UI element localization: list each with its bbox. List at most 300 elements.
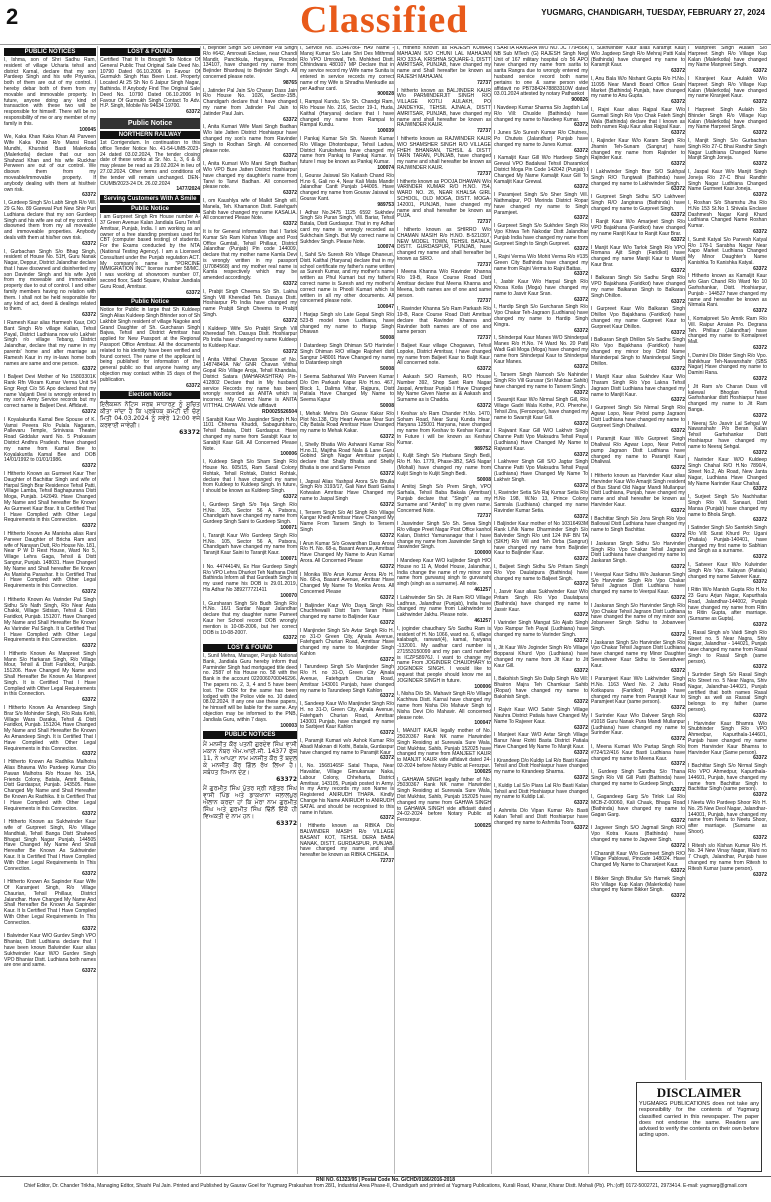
classified-ad <box>591 641 685 676</box>
classified-ad <box>494 677 588 706</box>
ad-number: 900028 <box>377 91 394 98</box>
ad-number: 63372 <box>380 470 394 477</box>
classified-ad <box>397 46 491 87</box>
ad-text: I hitherto known as BALJINDER KAUR W/o PARMINDERJIT SINGH R/O VILLAGE KOTLI AULAKH, PO JANDEYKE, TEHSIL AJNALA, DISTT AMRITSAR, PUNJAB, have changed my name and shall hereafter be known as RAJWINDER KAUR. <box>397 87 491 129</box>
ad-text: I, Shinderpal Kaur Manes W/O Shinderpal Manes R/o H.No. 74 Ward No. 20 Patti Wadi Gali Moga (Moga) have changed my name from Shinderpal Kaur to Shinderpal Kaur Manes. <box>494 335 588 365</box>
classified-ad <box>397 412 491 453</box>
ad-number: 63372 <box>671 465 685 472</box>
classified-ad <box>494 193 588 222</box>
ad-text: I, Tarsem Singh Namosh S/o Nahinder Singh R/o Vill Gurusar (Sri Muktsar Sahib) have changed my name to Tarsem Singh. <box>494 372 588 390</box>
ad-text: I Gurpreet Kaur W/o Balkaran Singh Dhillon Vpo Bajakhana (Faridkot) have changed my name Gurpreet Kaur to Gurpreet Kaur Dhillon. <box>591 306 685 330</box>
ad-number: 63372 <box>753 792 767 799</box>
ad-text: I, Sukhwinder Kaur alias Karamjit Kaur W/o Jagdeep Singh R/o Mehraj Patti Kala (Bathinda) have changed my name to Karamjit Kaur. <box>591 46 685 69</box>
classified-ad <box>688 77 767 106</box>
ad-text: I, Nisha D/o Sh. Mahavir Singh R/o Village Kachhwa Distt. Karnal have changed my name from Nisha D/o Mahavir Singh to Nisha Devi D/o Mahavir. All concerned please note. <box>397 691 491 721</box>
classified-columns <box>4 46 767 1174</box>
ad-text: I Navdeep Kumar Sharma S/o Jagdish Lal R/o Vill: Chuslde (Bathinda) have changed my name to Navdeep Kumar. <box>494 104 588 123</box>
ad-number: 63372 <box>671 867 685 874</box>
ad-number: 63372 <box>82 751 96 758</box>
classified-ad <box>688 495 767 524</box>
classified-ad <box>688 722 767 763</box>
ad-number: 63372 <box>283 153 297 160</box>
classified-ad <box>300 739 394 762</box>
ad-text: I Keshav s/o Ram Chander H.No. 1470, Soham Road, Near Suraj Kunda Hisar, Haryana 125001 Haryana, have changed my name from Keshav to Keshav Kumar. In Future i will be known as Keshav Kumar. <box>397 410 491 446</box>
classified-ad <box>591 573 685 602</box>
ad-number: 63372 <box>82 523 96 530</box>
ad-text: I, Jatinder Pal Jain S/o Charan Dass Jain R/o House No. 1026, Sector-15B, Chandigarh declare that I have changed my name from Jatinder Pal Jain to Jatinder Paul Jain. <box>203 87 297 117</box>
ad-text: I, Sahil S/o Suresh R/o Village Dhaneuri, Distt. Kaithal (Haryana) declare that in my school certificate my father's name written as Suresh Kumar, and my mother's name written as Phul Kumari but my father's correct name is Suresh and my mother's correct name is Phooli Kumari which is written in all my other documents. All concerned please note. <box>300 252 394 305</box>
ad-number: 63372 <box>574 800 588 807</box>
classified-ad <box>494 46 588 104</box>
ad-number: 63372 <box>82 409 96 416</box>
classified-ad <box>100 141 200 193</box>
ad-number: 63372 <box>574 581 588 588</box>
classified-ad <box>203 741 297 783</box>
classified-ad <box>494 491 588 520</box>
ad-text: I, Roshan S/o Shamshu Jha R/o H.No 153 St.No 1 Shivala Enclave Dashmesh Nagar Kanji Khurd Ludhiana Changed Name Roshan Kumar. <box>688 199 767 230</box>
classified-ad <box>100 215 200 296</box>
ad-text: I Lakhveer Singh Gill S/O Jagtar Singh Channe Patti Vpo Maksudra Tehsil Payal (Ludhiana) Have Changed My Name To Lakhvir Singh. <box>494 459 588 483</box>
ad-text: I, Rajni Verma W/o Mohit Verma R/o #135 Green City Bathinda have changed my name from Rajni Verma to Rajni Battas. <box>494 254 588 272</box>
ad-number: 63372 <box>574 246 588 253</box>
classified-ad <box>591 852 685 875</box>
ad-number: 63372 <box>477 403 491 410</box>
ad-number: 63372 <box>283 221 297 228</box>
ad-text: I, Rajni Kaur alias Rajpal Kaur W/o Gurmail Singh R/o Vpo Chak Fateh Singh Wala (Bathinda) declare that I known as both names Raju Kaur alias Rajpal Kaur. <box>591 106 685 131</box>
ad-text: I Hitherto Known As Amandeep Singh Brar S/o Mohinder Singh, R/o Rata Kehli, Village Wara Daraka, Tehsil & Distt Faridkot, Punjab. 151204. Have Changed My Name and Shall Hereafter Be Known As Amandeep Singh. It is Certified That I Have Complied with Other Legal Requirements in this Connection. <box>4 705 96 752</box>
classified-ad <box>688 139 767 168</box>
ad-text: I Satinder Singh S/o Santokh Singh R/o Vill: Surat Khurd Po: Ugani (Patiala) Punjab-140401, have changed my first name to Sabhian and Singh as a surname. <box>688 525 767 555</box>
ad-number: 63372 <box>380 815 394 822</box>
ad-number: 50008 <box>380 335 394 342</box>
ad-number: 63372 <box>574 296 588 303</box>
classified-ad <box>688 631 767 672</box>
ad-number: 63372 <box>574 749 588 756</box>
ad-text: I No. 4474414N, Ex Hav Gurdeep Singh R/o VPO Lehra Dhurkot Teh Nathana Distt Bathinda Inform all that Gurdeath Singh is my used name his DOB is 29.01.2019, His Adhar No 389277721411 <box>203 563 297 593</box>
ad-number: 50008 <box>380 403 394 410</box>
ad-text: I Gurpreet Singh Sidhu S/O Lakhveer Singh R/O Jangirana (Bathinda) have changed my name to Gurpreet Singh. <box>591 194 685 212</box>
ad-text: I Paramjeet Kaur W/o Lakhvinder Singh H.No. 1163 Ward No. 2 Jaitu Road Kotkapura (Faridkot) Punjab have changed my name from Paramjit Kaur to Paramjeet Kaur (same person). <box>591 676 685 706</box>
ad-number: 63372 <box>671 428 685 435</box>
dateline: YUGMARG, CHANDIGARH, TUESDAY, FEBRUARY 27, 2024 <box>541 8 765 17</box>
ad-text: I Harvinder Kaur Bhamra W/o Shubhinder Singh R/o VPO Ahmedpur, Kapurthala-144601, Punjab have changed my name from Harvinder Kaur Bhamra to Harvinder Kaur (Same person). <box>688 720 767 756</box>
ad-text: I Manjit Kaur W/o Tarlok Singh R/o VPO Romana Ajit Singh (Faridkot) have changed my name Manjit Kaur to Manjit Kaur Brar. <box>591 244 685 268</box>
column-1 <box>4 46 96 1174</box>
ad-number: 989752 <box>474 445 491 452</box>
ad-text: I Balkaran Singh Dhillon S/o Sadhu Singh R/o Vpo Bajakhana (Faridkot) have changed my minor boy Child Name Maninderpal Singh to Maninderpal Singh Dhillon. <box>591 337 685 367</box>
ad-text: I, Satveer Kaur W/o Kulwinder Singh R/o Vpo. Kalayan (Patiala) changed my name Satveer Kaur. <box>688 561 767 580</box>
ad-text: I, Ishma, son of Shri Sadhu Ram, resident of village Ucharia tehsil and district Karnal, declare that my son Pardeep Singh and his wife Priyanka, both of them are out of my control. I hereby debar both of them from my movable and immovable property. In future, anyone doing any kind of transaction with these two will be responsible for himself. There will be no responsibility of me or any member of my family in this. <box>4 57 96 127</box>
ad-text: I, Baljeet Singh Sidhu S/o Pritam Singh R/o Vpo Daulatpura (Bathinda) have changed my name to Baljeet Singh. <box>494 563 588 582</box>
classified-ad <box>397 307 491 342</box>
ad-text: I hitherto known as SHIRRO W/o CHAMAN MASIH R/o H.NO. B-521/397, NEW MODEL TOWN, TEHSIL BATALA, DISTT. GURDASPUR, PUNJAB, have changed my name and shall hereafter be known as SIRO. <box>397 226 491 262</box>
ad-text: I, Paramjit Kumari w/o Ashok Kumar R/o Abadi Maknan di Kothi, Batala, Gurdaspur have changed my name to Paramjit Kaur <box>300 738 394 756</box>
ad-text: I Balkaran Singh S/o Sadhu Singh R/o VPO Bajakhana (Faridkot) have changed my name Balkaran Singh to Balkaran Singh Dhillon. <box>591 275 685 299</box>
ad-number: 63372 <box>671 532 685 539</box>
classified-ad <box>688 526 767 561</box>
ad-number: 900026 <box>571 97 588 104</box>
classified-ad <box>4 375 96 416</box>
ad-number: 63372 <box>82 811 96 818</box>
ad-number: 100045 <box>79 126 96 133</box>
classified-ad <box>688 354 767 383</box>
ad-text: I, Kuldip Lal S/o Piara Lal R/o Basti Kalan Tehsil and Distt Hoshiarpur have changed my name to Kuldip Lal. <box>494 782 588 801</box>
ad-number: 63372 <box>671 130 685 137</box>
ad-text: I, Gourav Jaiswal S/o Kailash Chand R/o H.no 6, Gali no 4, Near Kali Mata Mandir Jalandhar Cantt Punjab 144005. Have changed my name from Gourav Jaiswal to Gourav Kant. <box>300 172 394 202</box>
ad-number: 63372 <box>753 345 767 352</box>
ad-text: I Datardeep Singh Dhiman S/O Harinder Singh Dhiman R/O village Rajoheri distt Sangrur 148001 Have Changed my name to Datardeep singh <box>300 343 394 367</box>
ad-number: 100006 <box>280 451 297 458</box>
ad-number: 63372 <box>671 761 685 768</box>
classified-ad <box>203 503 297 532</box>
classified-ad <box>397 559 491 594</box>
ad-text: I, Ravinder Khanna S/o Ram Parkash R/o 19-B, Race Course Road Distt Amritsar declare that Ravinder Khanna and Ravinder both names are of one and same person <box>397 306 491 336</box>
ad-text: I, Tersem Singh S/o Atl Singh R/o Village Kangar Khedi Amritsar Have Changed My Name From Tarsem Singh to Tersem Singh <box>300 509 394 533</box>
ad-text: I Gurpreet Singh S/o Sukhdev Singh R/o Vpo Khiwa Teh Nakodar Distt Jalandhar Punjab India have changed my name from Gurpreet Singh to Singh Gurpreet. <box>494 223 588 247</box>
ad-text: I Lakhwinder Sin Sh. Jit Ram R/O Village Ladhran, Jalandhar (Punjab), India have changed my name from Lakhwinder to Lakhwinder Jakhu. Please note. <box>397 594 491 619</box>
ad-number: 100006 <box>474 683 491 690</box>
classified-ad <box>397 180 491 226</box>
ad-text: I Paramjit Kaur W/o Gurpreet Singh Dhaliwal R/o Agwar Lopo, Near Petrol pump Jagraon Distt Ludhiana have changed my name to Paramjit Kaur Dhaliwal. <box>591 436 685 466</box>
ad-text: I Koyalakuntla Kamal Bee Spouse of K. Vamsi Peeera R/o Pulala Nagaram, Pallevaru Temple, Srinivasa Theater Road Giddalur ward No. 5 Prakasam District Andhra Pradesh. Have changed my name from Kamal Bee to Koyalakuntla Kamal Bee and DOB 14/01/1992 to 01/01/1986. <box>4 416 96 464</box>
ad-number: 100003 <box>280 722 297 729</box>
ad-number: 63372 <box>753 712 767 719</box>
ad-number: 63372 <box>574 215 588 222</box>
ad-number: 63372 <box>753 871 767 878</box>
section-heading: PUBLIC NOTICES <box>4 48 96 56</box>
classified-ad <box>300 542 394 571</box>
ad-number: 100039 <box>377 128 394 135</box>
ad-text: I Neeraj S/o Jasvir Lal Sehgal W Nawanshahr P/o Beran Kalan Tehsil Garhshankar Distt Hoshiarpur have changed my name to Neeraj Sehgal. <box>688 420 767 450</box>
classified-ad <box>300 604 394 627</box>
ad-text: I, Anita Kumari W/o Mani Singh Badhan W/o VPO Bure Jatten District Hoshiarpur have changed my daughter's name from Tanvi to Tanvi Badhan. All concerned please note. <box>203 161 297 191</box>
classified-ad <box>300 375 394 410</box>
ad-number: 72737 <box>477 298 491 305</box>
ad-text: I, Ravinder Setia S/o Raj Kumar Setia R/o H.No 198, W.No 13, Prince Colony Samrala (Ludhiana) changed my name Ravinder Kumar Setia. <box>494 490 588 514</box>
ad-text: I, Manjit Singh S/o Gurbachan Singh R/o 27-C Bhai Randhir Singh Nagar Ludhiana Changed Name Manjit Singh Joneja. <box>688 137 767 162</box>
classified-ad <box>591 474 685 515</box>
ad-number: 63372 <box>753 192 767 199</box>
section-heading: Election Notice <box>100 391 200 399</box>
ad-text: I Bachittar Singh S/o Jora Singh R/o Vpo Ballowal Distt Ludhiana have changed my name to Singh Bachittar. <box>591 515 685 534</box>
ad-text: I Ritesh s/o Kishan Kumar R/o H. No. 34 New Vinay Nagar, Ward no 7 Chugh, Jalandhar, Punjab have changed my name from Ritesh to Ritesh Kumar (same person). <box>688 842 767 872</box>
ad-text: I, Japsal Alias Yashpal Arora S/o Bhulla Singh R/o 3193/17, Gali Navi Basti Gaina Kotwalan Amritsar Have Changed my name to Jaspal Singh <box>300 478 394 502</box>
classified-ad <box>4 201 96 247</box>
ad-number: 63372 <box>574 389 588 396</box>
classified-ad <box>494 429 588 458</box>
ad-text: I, Jasbir Kaur W/o Harpal Singh R/o Khosa Kotla (Moga) have changed my name to Jasvir Kaur Sran. <box>494 279 588 297</box>
classified-ad <box>203 534 297 563</box>
classified-ad <box>591 437 685 472</box>
ad-number: 100070 <box>280 592 297 599</box>
ad-text: I, Surjeet Singh S/o Nachhattar Singh R/o Vill. Sanauri, Distt Mansa (Punjab) have changed my name to Bhola Singh. <box>688 494 767 518</box>
page-number: 2 <box>6 4 19 29</box>
classified-ad <box>300 344 394 373</box>
ad-text: I Manpreet Singh Aulakh S/o Harpreet Singh R/o Village Kup Kalan (Malerkotla) have changed my Name Manpreet Singh. <box>688 46 767 69</box>
classified-ad <box>688 274 767 315</box>
classified-ad <box>203 290 297 325</box>
ad-number: 63372 <box>753 308 767 315</box>
ad-text: I Kuldeep Wife S/o Prabjit Singh Vill Kheredad Teh. Dasuya Distt. Hoshiarpur Pb India have changed my name Kuldeep to Kuldeep Kaur. <box>203 325 297 350</box>
classified-ad <box>591 246 685 275</box>
ad-text: I, Gurdeep Singh S/o Teja Singh R/o H.No. 105, Sector 56 A, Patsora, Chandigarh have changed my name from Gurdeep Singh Saini to Gurdeep Singh. <box>203 501 297 526</box>
ad-text: I Mandeep Kaur W/O kuljinder Singh H/O House no 11 A, Model House, Jalandhar, India change the name of my minor son name from gurwansj singh to gurvanshj singh (singh as a surname). All note. <box>397 557 491 588</box>
classified-ad <box>688 673 767 719</box>
classified-ad <box>4 418 96 470</box>
ad-text: I, MANJIT KAUR legally mother of No. 25020367 Rank NK name Harwinder Singh Residing at Surewala Sure Wala, Dist Mukhtar, Sahib, Punjab 152025 have changed my name from MANJEET KAUR to MANJIT KAUR vide affidavit dated 24-02-2024 before Notary Public at Ferozpur. <box>397 728 491 770</box>
ad-number: 72737 <box>477 128 491 135</box>
classified-ad <box>300 137 394 172</box>
classified-ad <box>4 652 96 704</box>
classified-ad <box>688 385 767 420</box>
ad-number: 63372 <box>753 376 767 383</box>
ad-text: I Bachittar Singh S/o Nirmal Singh R/o VPO Ahmedpur, Kapurthala-144601, Punjab, have changed my name from Bachittar Singh to Bachittar Singh (same person). <box>688 763 767 793</box>
classified-ad <box>688 170 767 199</box>
ad-number: 63372 <box>574 451 588 458</box>
classified-ad <box>203 89 297 124</box>
ad-number: 63372 <box>671 893 685 900</box>
ad-number: 63372 <box>283 116 297 123</box>
ad-text: I Meena Khanna W/o Ravinder Khanna R/o 19-B, Race Course Road Distt Amritsar declare that Meena Khanna and Meena, both names are of one and same person. <box>397 269 491 299</box>
ad-number: 63372 <box>574 147 588 154</box>
ad-text: I, Hitherto Known as RAJESH KUMAR MAHAJAN S/O CHUNI LAL MAHAJAN R/O 333-A, KRISHNA SQUARE-1, DISTT AMRITSAR, PUNJAB, have changed my name and Shall hereafter be known as RAJESH MAHAJAN. <box>397 46 491 80</box>
ad-text: I, Service No. 15346786F HAV Name - Manoj Kumar S/o Late Shri Des Mithrmal R/o VPO Umrowal, Teh. Mohkhed Distt. Chhindwara 480107 MP Declare that in my service record my Wife name Sunita is entered in service records my correct name of my Wife is Shradha Menkudle as per Aadhar card. <box>300 46 394 92</box>
ad-number: 461257 <box>474 586 491 593</box>
ad-text: I, Taranjit Kaur W/o Gurdeep Singh R/o H.No. 105, Sector 56 A, Patsora, Chandigarh have changed my name from Taranjit Kaur Saini to Taranjit Kaur. <box>203 532 297 557</box>
column-6 <box>491 46 588 1174</box>
ad-number: 63372 <box>380 501 394 508</box>
section-heading: Public Notice <box>100 298 200 306</box>
ad-number: 100074 <box>377 244 394 251</box>
ad-number: 63372 <box>82 588 96 595</box>
ad-text: I Hitherto Known As Varinder Pal Singh Sidhu S/o Nath Singh, R/o Near Aata Chakki, Village Sidsian, Tehsil & Distt Faridkot, Punjab. 151207. Have Changed My Name and Shall Hereafter Be Known As Varinder Pal Singh. It is Certified That I Have Complied with Other Legal Requirements in this Connection. <box>4 596 96 644</box>
classified-ad <box>203 602 297 643</box>
ad-number: 50008 <box>477 476 491 483</box>
classified-ad <box>4 934 96 975</box>
ad-text: 1st Corrigendum. In continuation to this office Tender Notice No. 41-54-UMB-2023-24 dated 03.02.2024, The tender closing date of these works at Sr. No. 1, 3, 6 & 8 may please be read as 29.02.2024 in lieu of 27.02.2024. Other terms and conditions of the tender will remain unchanged. DEN-C/UMB/2023-24 Dt. 26.02.2024 <box>100 139 200 187</box>
ad-number: 63372 <box>283 493 297 500</box>
ad-text: I, Sumit Katyal S/o Parvesh Katyal R/o 178-1 Sarabha Nagar Near Kapo Market Ludhiana Changed My Minor Daughter's Name Kanishka To Kanishka Katyal. <box>688 236 767 266</box>
ad-text: I Jaswinder Singh S/o Sh. Sewa Singh R/o village Preet Nagar Post Office kanhol Kalan, District Yamunanagar that I have change my name from Jaswinder Singh to Jaswinder Singh. <box>397 521 491 551</box>
classified-ad <box>494 398 588 427</box>
classified-ad <box>300 100 394 135</box>
ad-text: I, GAHAWA SINGH legally father of No. 25030367 Rank NK name Harwinder Singh Residing at Surewala Sure Wala, Dist Mukhtar, Sahib, Punjab 152025 have changed my name from GAHWA SINGH to GAHAWA SINGH vide affidavit dated 24-02-2024 before Notary Public at Ferozepur. <box>397 776 491 824</box>
classified-ad <box>494 336 588 371</box>
ad-text: I Hitherto Known as Gurmeet Kaur Ther Daughter of Bachittar Singh and wife of Harpal Singh Brar Residence Tehsil Patti, Village Lamba, Tehsil Baghapurana Distt Moga, Punjab. 142049. Have Changed My Name and Shall hereafter Be Known As Gurmeet Kaur Brar. It is Certified That I Have Complied with Other Legal Requirements in this Connection. <box>4 470 96 524</box>
ad-number: 72737 <box>477 170 491 177</box>
classified-ad <box>591 877 685 900</box>
classified-ad <box>688 108 767 137</box>
ad-number: 63372 <box>671 68 685 75</box>
classified-ad <box>300 412 394 441</box>
ad-text: I Surinder Kaur W/o Dalveer Singh R/o #1018 Guru Nanak Pura Mandi Mullanpur (Ludhiana) have changed my name to Surinder Kaur. <box>591 713 685 737</box>
classified-ad <box>100 58 200 116</box>
column-5 <box>394 46 491 1174</box>
page-header <box>0 0 771 45</box>
ad-text: I Gurpreet Singh S/o Nirmal Singh R/o Agwar Lopo, Near Petrol pump Jagraon Distt Ludhiana have changed my name to Gurpreet Singh Dhaliwal. <box>591 405 685 429</box>
ad-number: 63372 <box>276 776 297 784</box>
ad-text: I, Rajinder Kaur W/o Karam Singh R/o Jhamin Teh-Sunam (Sangrur) have changed my name from Rajinder to Rajinder Kaur. <box>591 137 685 162</box>
classified-ad <box>203 565 297 600</box>
ad-number: 63372 <box>753 517 767 524</box>
ad-text: I Ashmita D/o Vipan Kumar R/o Basti Kalan Tehsil and Distt Hoshiarpur have changed my name to Ashmita Toora. <box>494 808 588 826</box>
ad-number: 100000 <box>474 550 491 557</box>
ad-text: I, Bakshish Singh S/o Dalip Singh R/o Vill: Bhairon Majra Teh Chamkaur Sahib (Ropar) have changed my name to Bakshish Singh. <box>494 676 588 700</box>
classified-ad <box>300 253 394 311</box>
ad-number: 63372 <box>753 579 767 586</box>
ad-number: 63372 <box>283 281 297 288</box>
ad-text: I, Rasal Singh s/o Vaidi Singh R/o Street no. 5 Near Nagra, Shiv Nagar, Jalandhar - 144021, Punjab have changed my name from Rasal Singh to Rasal Singh (same person). <box>688 629 767 665</box>
ad-text: I Harjap Singh s/o Late Gopal Singh R/o 523-B model town Ludhiana, have changed my name to Harjap Singh Dhawan <box>300 312 394 336</box>
classified-ad <box>300 824 394 865</box>
footer-registration: RNI NO. 61323/95 | Postal Code No. G/CHD/0186/2016-2018 <box>316 1177 455 1183</box>
column-8 <box>685 46 767 1080</box>
ad-text: I Hitherto Known As Sapinder Kaur Wife Of Karamjeet Singh, R/o Village Chaurian, Tehsil Phillaur, District Jalandhar. Have Changed My Name And Shall Hereafter Be Known As Sapinder Kaur. It Is Certified That I Have Complied With Other Legal Requirements In This Connection. <box>4 879 96 926</box>
classified-ad <box>300 480 394 509</box>
ad-number: 63372 <box>574 668 588 675</box>
classified-ad <box>300 573 394 602</box>
ad-number: 63372 <box>671 366 685 373</box>
classified-ad <box>494 255 588 278</box>
classified-ad <box>591 677 685 712</box>
ad-text: I Ramesh Kaur alias Harmesh Kaur, D/O Bant Singh R/o village Kalian, Tehsil Payal, District Ludhiana now w/o Lakhvir Singh r/o village Tebang, District Jalandhar, declare that my name in my parents' home and after marriage as Ramesh Kaur in my in-laws home both names are same and one person. <box>4 320 96 367</box>
classified-ad <box>300 629 394 664</box>
disclaimer-box <box>636 1082 762 1172</box>
classified-ad <box>494 621 588 644</box>
ad-text: I Hitherto known as Kamaljit Kaur w/o Gian Chand R/o Ward No 10 Garhshankar, Distt. Hoshiarpur, Punjab - 144527 have changed my name and hereafter be known as Nirmala Rani. <box>688 273 767 309</box>
classified-ad <box>591 375 685 404</box>
ad-number: 63372 <box>186 382 200 389</box>
ad-text: I Arun Kumar S/o Gowardhan Dass Arora R/o H. No. 68-a, Basant Avenue, Amritsar Have Changed My Name to Arun Kumar Arora. All Concerned Please <box>300 540 394 564</box>
classified-ad <box>397 596 491 625</box>
ad-number: 63372 <box>671 507 685 514</box>
ad-number: 63372 <box>179 429 200 437</box>
ad-text: I Jaskaran Singh Sidhu S/o Harvinder Singh R/o Vpo Chakar Tehsil Jagraon Distt Ludhiana have changed my name to Jaskaran Singh. <box>591 540 685 565</box>
ad-number: 63372 <box>380 693 394 700</box>
notice-heading: Serving Customers With A Smile <box>100 195 200 203</box>
classified-ad <box>591 307 685 336</box>
ad-text: I, Gurdeep Singh S/o Labh Singh R/o Vill. 29 G.No. 89 Garewal Puri New Shiv Puri Ludhiana declare that my son Gurdeep Singh and his wife are out of my control. I disowned them from my all moveable and immoveable properties. Anybody deals with them at his/her own risk. <box>4 200 96 241</box>
ad-number: 63372 <box>380 594 394 601</box>
ad-number: 63372 <box>671 236 685 243</box>
ad-text: I Varinder Singh Mangat S/o Ajaib Singh Vpo Rampur Teh Payal (Ludhiana) have changed my name to Varinder Singh. <box>494 620 588 638</box>
ad-number: 63372 <box>82 312 96 319</box>
ad-text: ਮੈਂ ਗੁਰਮੀਤ ਸਿੰਘ ਪੁੱਤਰ ਸ੍ਰੀ ਨਛੱਤਰ ਸਿੰਘ ਵਾਸੀ ਪਿੰਡ ਅਤੇ ਡਾਕਖਾਨਾ ਜਲਾਲਪੁਰ ਐਲਾਨ ਕਰਦਾ ਹਾਂ ਕਿ ਮੇਰਾ ਨਾਮ ਗੁਰਮੀਤ ਸਿੰਘ ਅਤੇ ਗੁਰਮੀਤ ਸਿੰਘ ਢਿੱਲੋਂ ਇੱਕੋ ਹੀ ਵਿਅਕਤੀ ਦੇ ਨਾਮ ਹਨ। <box>203 785 297 821</box>
classified-ad <box>300 211 394 252</box>
classified-ad <box>4 820 96 878</box>
ad-text: I Ritin W/o Manish Gupta R/o H.No 23 Guru Arjun Nagar, Kapurthala Road, Jalandhar-144002, Punjab have changed my name from Ritin to Ritin Gupta, after marriage. (Surname as Gupta). <box>688 587 767 623</box>
classified-ad <box>300 764 394 822</box>
classified-ad <box>591 46 685 75</box>
classified-ad <box>591 139 685 168</box>
ad-text: ਇਲੈਕਸ਼ਨ ਨੋਟਿਸ ਸਰਬ ਸਾਧਾਰਣ ਨੂੰ ਸੂਚਿਤ ਕੀਤਾ ਜਾਂਦਾ ਹੈ ਕਿ ਪ੍ਰਬੰਧਕ ਕਮੇਟੀ ਦੀ ਚੋਣ ਮਿਤੀ 04.03.2024 ਨੂੰ ਸਵੇਰੇ 12:00 ਵਜੇ ਕਰਵਾਈ ਜਾਵੇਗੀ। <box>100 401 200 430</box>
classified-ad <box>494 373 588 396</box>
classified-ad <box>203 125 297 160</box>
ad-text: I Hitherto Known as Sukhwinder Kaur wife of Gurpreet Singh, R/o Village Mandhiali, Tehsil Banga Distt Shaheed Bhagat Singh Nagar Punjab, 144505 Have Changed My Name And Shall Hereafter Be Known As Sukhwinder Kaur. It is Certified That I Have Complied With Other Legal Requirements In This Connection. <box>4 819 96 872</box>
ad-number: 63372 <box>753 265 767 272</box>
ad-number: 63372 <box>283 317 297 324</box>
column-4 <box>297 46 394 1174</box>
classified-ad <box>203 460 297 501</box>
ad-number: 63372 <box>671 668 685 675</box>
ad-text: I Paramjeet Singh S/o Sher Singh Vill. Nathmalpur, PO Morinda District Ropar have changed my name to Singh Paramjeet. <box>494 192 588 216</box>
classified-ad <box>397 344 491 373</box>
ad-text: It is for General information that I Tarlok Kumar S/o Ram Kishan Village and Post Office Gumtali, Tehsil Phillaur, District Jalandhar (Punjab) Pin code 144009, declare that my mother name Kamla Devi is wrongly written in my passport (U7084568) and my mother real name is Kamla respectively which may be amended accordingly. <box>203 228 297 282</box>
classified-ad <box>688 46 767 75</box>
classified-ad <box>397 692 491 727</box>
ad-number: 63372 <box>574 122 588 129</box>
classified-ad <box>688 801 767 842</box>
ad-number: 63372 <box>82 463 96 470</box>
ad-number: 63372 <box>380 755 394 762</box>
classified-ad <box>203 654 297 729</box>
classified-ad <box>494 565 588 588</box>
ad-number: 461257 <box>474 617 491 624</box>
ad-text: I Baljeet Devi Mother of No 15803301K Rank Rfn Vikram Kumar Verma Unit 54 Engr Regt C/o 56 Apo declared that my name Valjanti Devi is wrongly entered in my son's Army Service records but my correct name is Baljeet Devi. Affidavit. <box>4 374 96 410</box>
classified-ad <box>100 308 200 389</box>
ad-number: 63372 <box>671 563 685 570</box>
ad-number: 63372 <box>380 563 394 570</box>
ad-text: I Jagveer Singh S/O Jagmail Singh R/O Vpo Kotra Kaura (Bathinda) have changed my name to Jagveer Singh. <box>591 825 685 843</box>
classified-ad <box>4 706 96 758</box>
classified-ad <box>397 485 491 520</box>
ad-text: I, Bejinder Singh S/o Devinder Pal Singh R/o #642, Amrovati Enclave, near Chandi Mandir, Panchkula, Haryana, Pincode 134107, have changed my name from Bejinder Bhardwaj to Bejinder Singh. All concerned please note. <box>203 46 297 80</box>
ad-number: 63372 <box>753 755 767 762</box>
ad-number: 63372 <box>82 968 96 975</box>
ad-text: I Jaskaran Singh S/o Harvinder Singh R/o Vpo Chakar Tehsil Jagraon Distt Ludhiana have changed name my Minor Daughter Seerattveer Kaur Sidhu to Seerattveer Kaur. <box>591 639 685 669</box>
classified-ad <box>591 714 685 743</box>
ad-number: 98765 <box>283 79 297 86</box>
ad-number: 63372 <box>753 68 767 75</box>
ad-number: 63372 <box>753 412 767 419</box>
classified-ad <box>494 156 588 191</box>
ad-number: 63372 <box>753 130 767 137</box>
ad-number: RD0025526504 <box>261 408 297 415</box>
ad-number: 63372 <box>753 554 767 561</box>
ad-number: 63372 <box>82 697 96 704</box>
ad-text: I Adhar No.3475 1125 6592 Sukhdev Singh S/o Puran Singh, Vill. Bariar, Tehsil Batala, Distt Gurdaspur. That in my Adhar card my name is wrongly recorded as Sukhchain Singh. But My correct name is Sukhdev Singh. Please Note. <box>300 209 394 245</box>
classified-ad <box>100 401 200 436</box>
ad-number: 63372 <box>477 366 491 373</box>
ad-number: 63372 <box>283 190 297 197</box>
classified-ad <box>397 375 491 410</box>
ad-text: I Kiranjeet Kaur Aulakh W/o Harpreet Singh R/o Village Kup Kalan (Malerkotla) have changed my name Kiranjeet Kaur. <box>688 75 767 100</box>
classified-ad <box>300 511 394 540</box>
classified-ad <box>300 702 394 737</box>
ad-number: 63372 <box>671 817 685 824</box>
ad-number: 63372 <box>574 612 588 619</box>
ad-text: I Jit Ram s/o Charan Dass vill kalewal Bhoglan Tehsil Garhshankar distt Hoshiarpur have changed my name to Jit Ram Banga. <box>688 383 767 414</box>
ad-text: I, Anu Bala W/o Nishant Gupta R/o H.No. 11095 Near Mandi Board Office Grain Market (Bathinda) Punjab, have changed my name to Anu Gupta. <box>591 75 685 100</box>
ad-text: I, Sandeep Kaur W/o Manjinder Singh R/o H. no 31-D, Green City, Ajnala Avenue, Fatehgarh Churian Road, Amritsar 143001 Punjab, have changed my name to Sarbjeet Kaur Kahlon <box>300 701 394 731</box>
ad-text: I Rajvir Kaur W/O Satvir Singh Village Nauhra District Patiala have Changed My Name To Rajveer Kaur. <box>494 707 588 725</box>
section-heading: Public Notice <box>100 205 200 213</box>
classified-ad <box>494 590 588 619</box>
masthead: Classified <box>300 0 469 41</box>
ad-text: I, Jit Kaur W/o Joginder Singh R/o Village Bopparai Khurd Vpo (Ludhiana) have changed my name from Jit Kaur to Jit Kaur Gill. <box>494 645 588 669</box>
classified-ad <box>494 460 588 489</box>
ad-text: I Swarnjit Kaur W/o Nirmal Singh Gill, R/o Village Gadri Wala Kothe, P.O. Pherohe, Tehsil Zira, (Ferozepur), have changed my name to Swarnjit Kaur Gill. <box>494 397 588 421</box>
ad-number: 72737 <box>380 857 394 864</box>
section-heading: LOST & FOUND <box>100 48 200 56</box>
classified-ad <box>203 162 297 197</box>
ad-text: I, om Kaushlya wife of Malkit Singh vill. Manela, Teh. Khamanon Distt. Fatehgarh Sahib have changed my name KASALIA. All concerned Please Note. <box>203 197 297 222</box>
ad-text: I Kamaljit Kaur Gill W/o Hardeep Singh Grewal VPO Badalwal Tehsil Dharamkot District Moga Pin Code 142042 (Punjab) I Changed My Name Kamaljit Kaur Gill To Kamaljit Kaur Grewal. <box>494 155 588 185</box>
classified-ad <box>591 170 685 193</box>
ad-number: 63372 <box>574 327 588 334</box>
ad-number: 63372 <box>671 736 685 743</box>
classified-ad <box>397 627 491 691</box>
